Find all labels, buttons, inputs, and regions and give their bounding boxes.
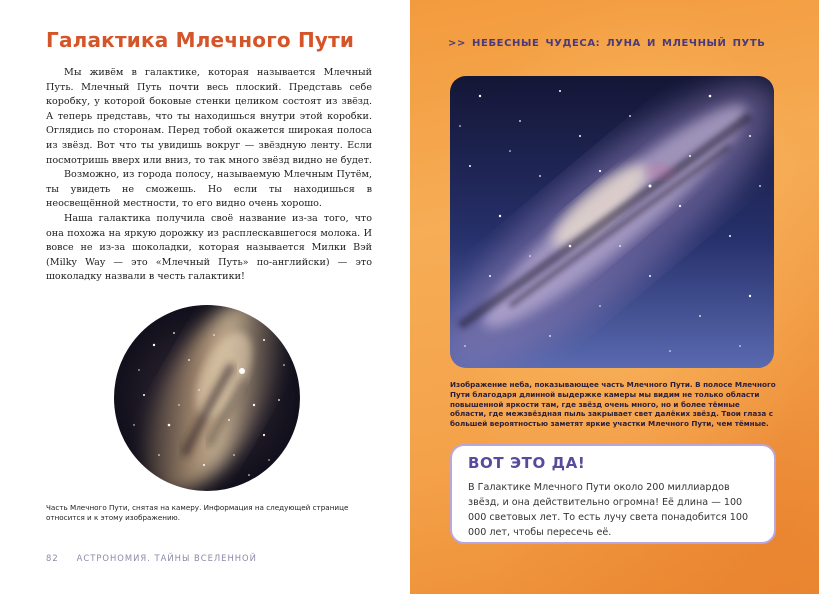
sky-photo-caption: Изображение неба, показывающее часть Млечного Пути. В полосе Млечного Пути благодаря длинной выдержке камеры мы видим не только области повышенной яркости там, где звёзд очень много, но и более тёмные области, где межзвёздная пыль закрывает свет далёких звёзд. Твои глаза с большей вероятностью заметят яркие участки Млечного Пути, чем тёмные. bbox=[450, 380, 776, 429]
paragraph-2: Возможно, из города полосу, называемую Млечным Путём, ты увидеть не сможешь. Но если ты находишься в неосвещённой местности, то его видно очень хорошо. bbox=[46, 169, 372, 210]
page-number: 82 bbox=[46, 553, 59, 563]
chapter-title: Галактика Млечного Пути bbox=[46, 28, 355, 52]
article-body bbox=[46, 66, 372, 285]
book-title: АСТРОНОМИЯ. ТАЙНЫ ВСЕЛЕННОЙ bbox=[76, 553, 257, 563]
photo-caption: Часть Млечного Пути, снятая на камеру. Информация на следующей странице относится и к этому изображению. bbox=[46, 503, 349, 522]
fact-box bbox=[450, 444, 776, 544]
milky-way-circle-photo bbox=[114, 305, 300, 491]
paragraph-3: Наша галактика получила своё название из-за того, что она похожа на яркую дорожку из расплескавшегося молока. И вовсе не из-за шоколадки, которая называется Милки Вэй (Milky Way — это «Млечный Путь» по-английски) — это шоколадку назвали в честь галактики! bbox=[46, 212, 372, 283]
milky-way-sky-photo bbox=[450, 76, 774, 368]
paragraph-1: Мы живём в галактике, которая называется Млечный Путь. Млечный Путь почти весь плоский. Представь себе коробку, у которой боковые стенки целиком состоят из звёзд. А теперь представь, что ты находишься внутри этой коробки. Оглядись по сторонам. Перед тобой окажется широкая полоса из звёзд. Вот что ты увидишь вокруг — звёздную ленту. Если посмотришь вверх или вниз, то так много звёзд видно не будет. bbox=[46, 67, 372, 166]
fact-box-title: ВОТ ЭТО ДА! bbox=[468, 454, 586, 472]
section-header: >> НЕБЕСНЫЕ ЧУДЕСА: ЛУНА И МЛЕЧНЫЙ ПУТЬ bbox=[448, 38, 766, 49]
right-page bbox=[410, 0, 819, 594]
fact-box-text: В Галактике Млечного Пути около 200 миллиардов звёзд, и она действительно огромна! Её длина — 100 000 световых лет. То есть лучу света понадобится 100 000 лет, чтобы пересечь её. bbox=[468, 482, 749, 538]
page-footer bbox=[46, 553, 257, 563]
